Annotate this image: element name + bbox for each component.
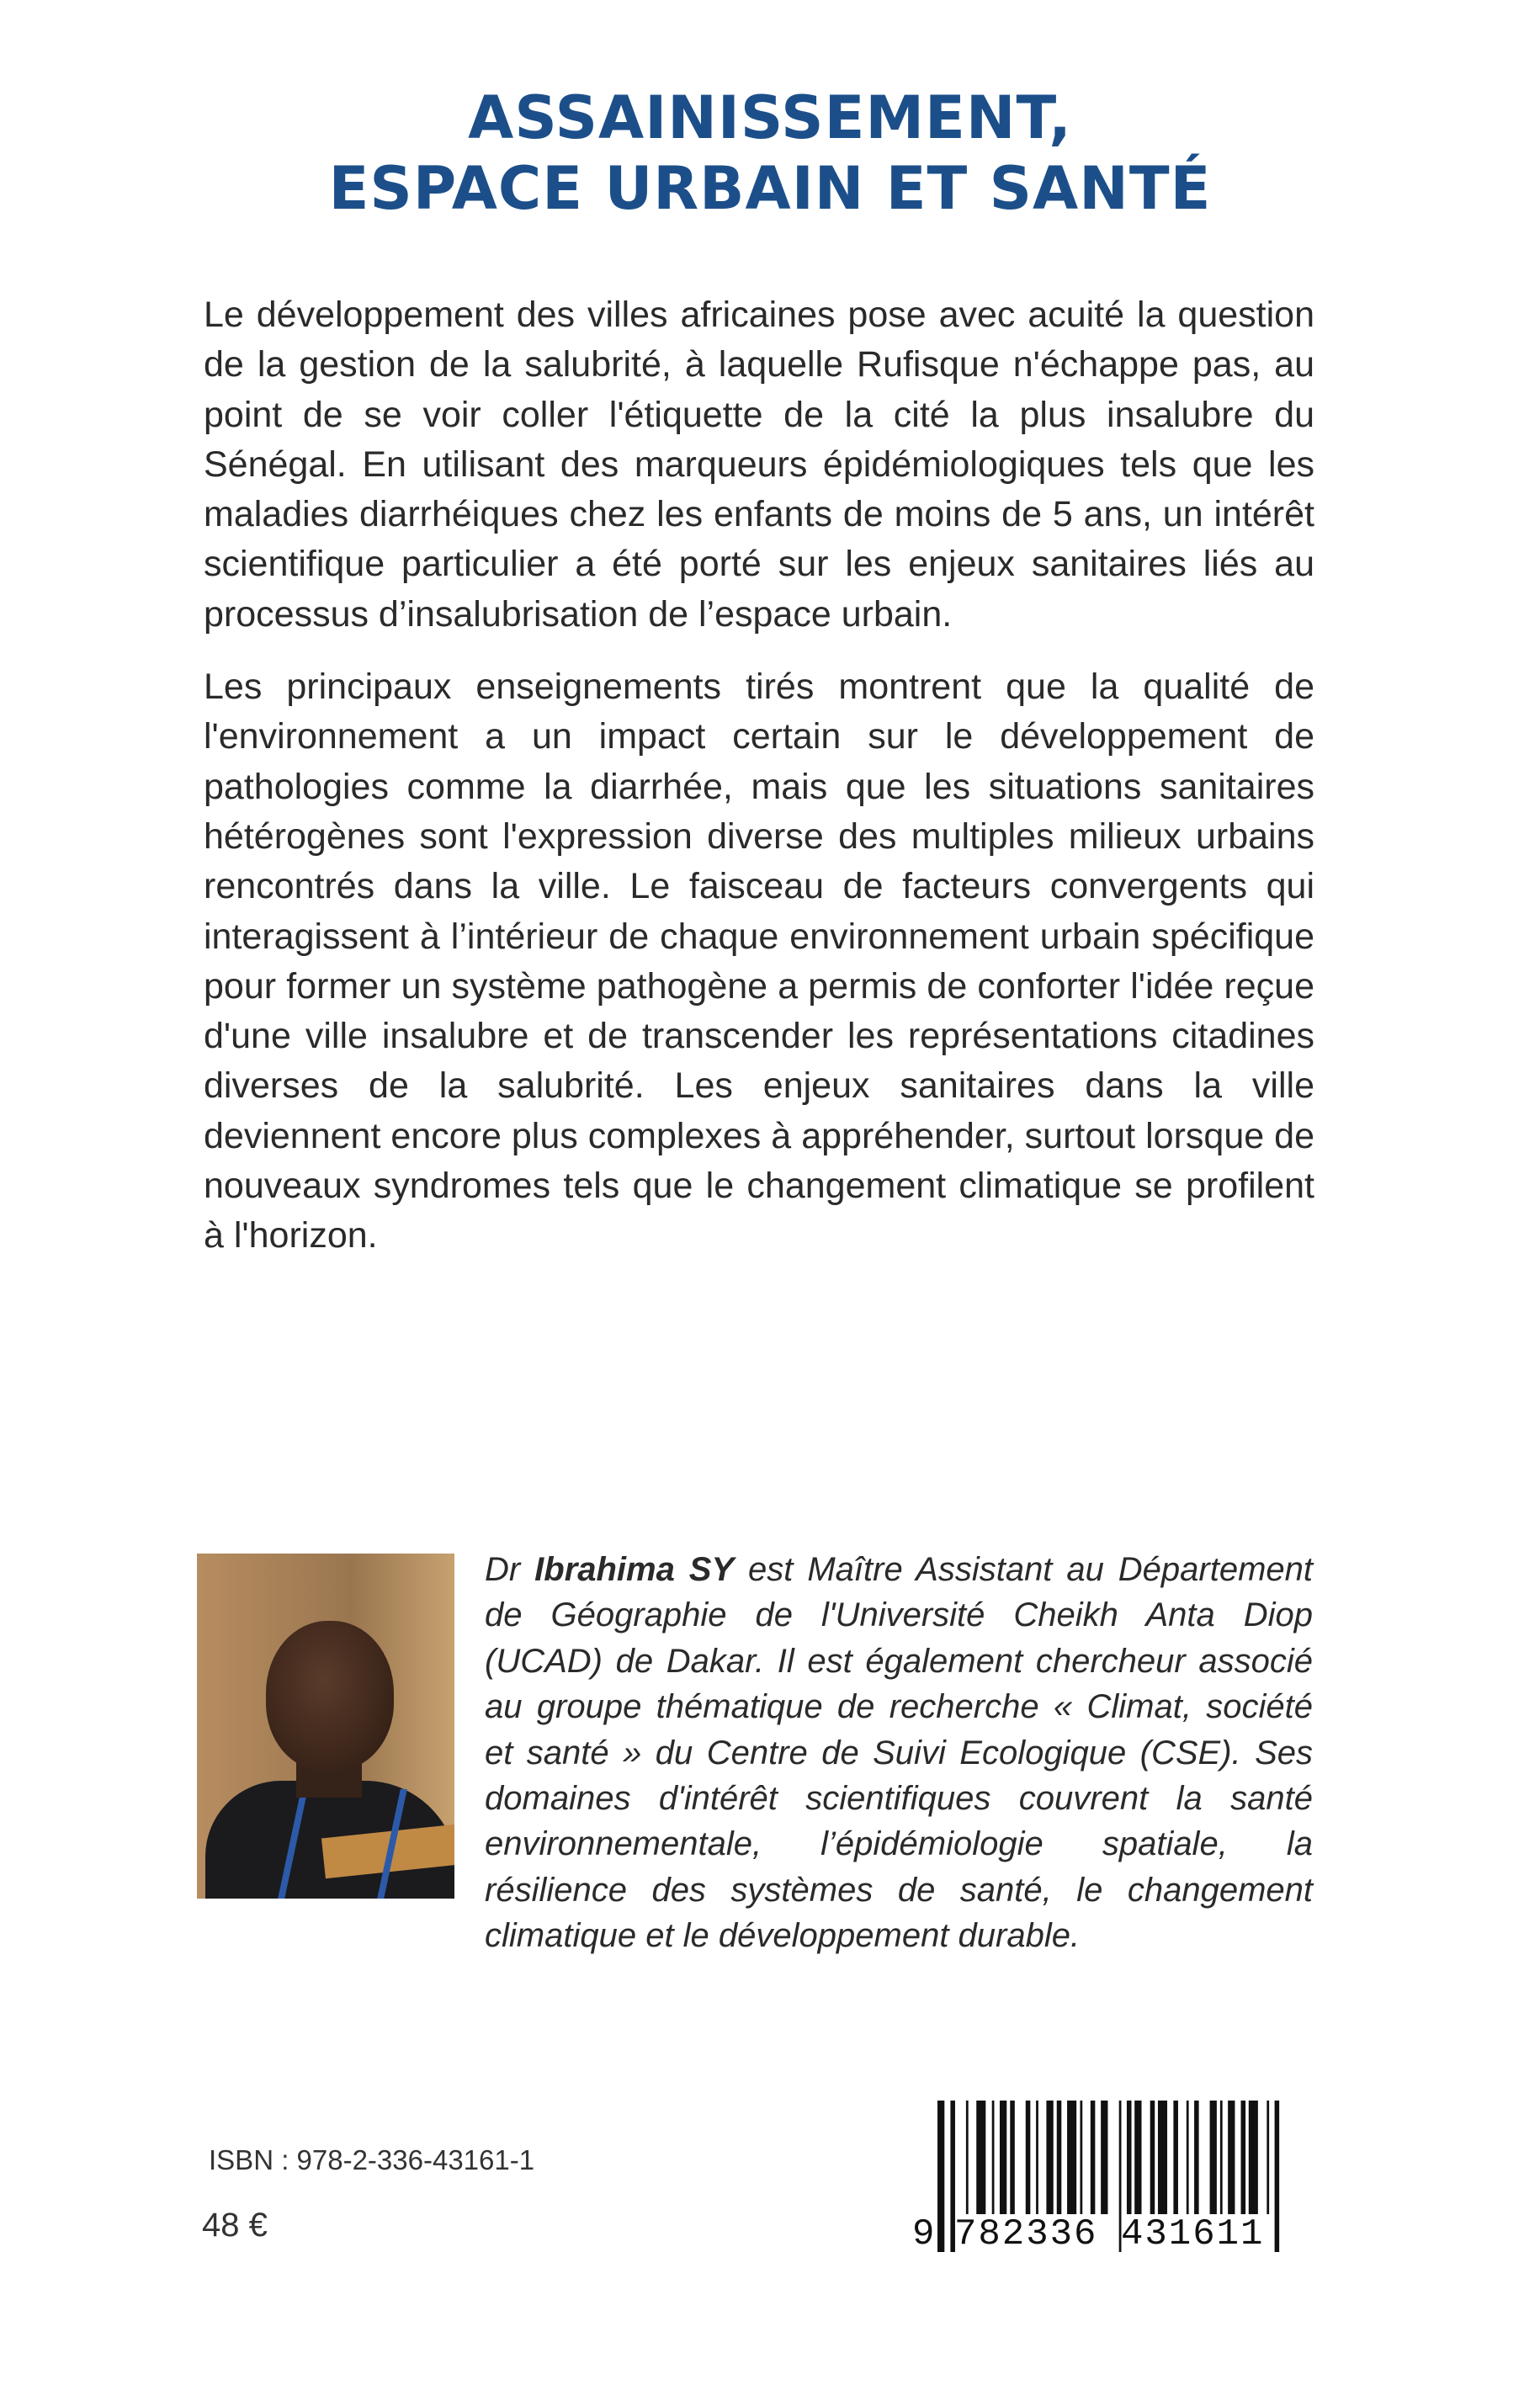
author-name: Ibrahima SY: [534, 1551, 735, 1588]
barcode-bar: [976, 2101, 985, 2214]
price-label: 48 €: [202, 2207, 268, 2244]
barcode-bar: [1091, 2101, 1096, 2214]
barcode-bar: [1228, 2101, 1235, 2214]
barcode-bar: [1134, 2101, 1141, 2214]
barcode-bar: [1275, 2101, 1280, 2252]
author-bio-text: est Maître Assistant au Département de Géographie de l'Université Cheikh Anta Diop (UCAD) de Dakar. Il est également chercheur associé au groupe thématique de recherche « Climat, société et santé » du Centre de Suivi Ecologique (CSE). Ses domaines d'intérêt scientifiques couvrent la santé environnementale, l’épidémiologie spatiale, la résilience des systèmes de santé, le changement climatique et le développement durable.: [485, 1551, 1313, 1955]
barcode-digits-left: 782336: [954, 2213, 1098, 2255]
author-bio: [485, 1547, 1313, 1959]
barcode-bar: [1057, 2101, 1062, 2214]
barcode-bar: [1067, 2101, 1076, 2214]
barcode-bar: [1210, 2101, 1217, 2214]
barcode-bar: [1080, 2101, 1082, 2214]
barcode-bar: [1241, 2101, 1246, 2214]
author-prefix: Dr: [485, 1551, 535, 1588]
author-photo: [197, 1554, 454, 1899]
summary-paragraph-2: Les principaux enseignements tirés montrent que la qualité de l'environnement a un impact certain sur le développement de pathologies comme la diarrhée, mais que les situations sanitaires hétérogènes sont l'expression diverse des multiples milieux urbains rencontrés dans la ville. Le faisceau de facteurs convergents qui interagissent à l’intérieur de chaque environnement urbain spécifique pour former un système pathogène a permis de conforter l'idée reçue d'une ville insalubre et de transcender les représentations citadines diverses de la salubrité. Les enjeux sanitaires dans la ville deviennent encore plus complexes à appréhender, surtout lorsque de nouveaux syndromes tels que le changement climatique se profilent à l'horizon.: [204, 667, 1314, 1256]
barcode-bar: [937, 2101, 944, 2252]
barcode-bar: [1249, 2101, 1258, 2214]
summary-paragraph-1: Le développement des villes africaines pose avec acuité la question de la gestion de la salubrité, à laquelle Rufisque n'échappe pas, au point de se voir coller l'étiquette de la cité la plus insalubre du Sénégal. En utilisant des marqueurs épidémiologiques tels que les maladies diarrhéiques chez les enfants de moins de 5 ans, un intérêt scientifique particulier a été porté sur les enjeux sanitaires liés au processus d’insalubrisation de l’espace urbain.: [204, 295, 1314, 635]
barcode-bar: [1158, 2101, 1167, 2214]
barcode-bar: [1173, 2101, 1178, 2214]
barcode-bar: [1000, 2101, 1006, 2214]
barcode-bar: [1026, 2101, 1031, 2214]
back-cover-summary: [204, 290, 1314, 1284]
barcode-digit-first: 9: [912, 2213, 937, 2255]
barcode-bar: [1220, 2101, 1223, 2214]
barcode-bar: [966, 2101, 969, 2214]
book-title: [0, 82, 1540, 224]
barcode-digits-right: 431611: [1121, 2213, 1265, 2255]
barcode-bar: [1187, 2101, 1189, 2214]
barcode-bar: [992, 2101, 995, 2214]
barcode-bar: [1036, 2101, 1038, 2214]
barcode-bar: [1101, 2101, 1107, 2214]
barcode-bar: [1046, 2101, 1053, 2214]
barcode-bar: [1127, 2101, 1132, 2214]
barcode-bar: [1267, 2101, 1269, 2214]
isbn-number: ISBN : 978-2-336-43161-1: [209, 2144, 535, 2175]
title-line-1: ASSAINISSEMENT,: [468, 83, 1072, 152]
barcode-bar: [1194, 2101, 1199, 2214]
barcode-bar: [1010, 2101, 1015, 2214]
barcode-bar: [1150, 2101, 1155, 2214]
title-line-2: ESPACE URBAIN ET SANTÉ: [328, 154, 1212, 223]
